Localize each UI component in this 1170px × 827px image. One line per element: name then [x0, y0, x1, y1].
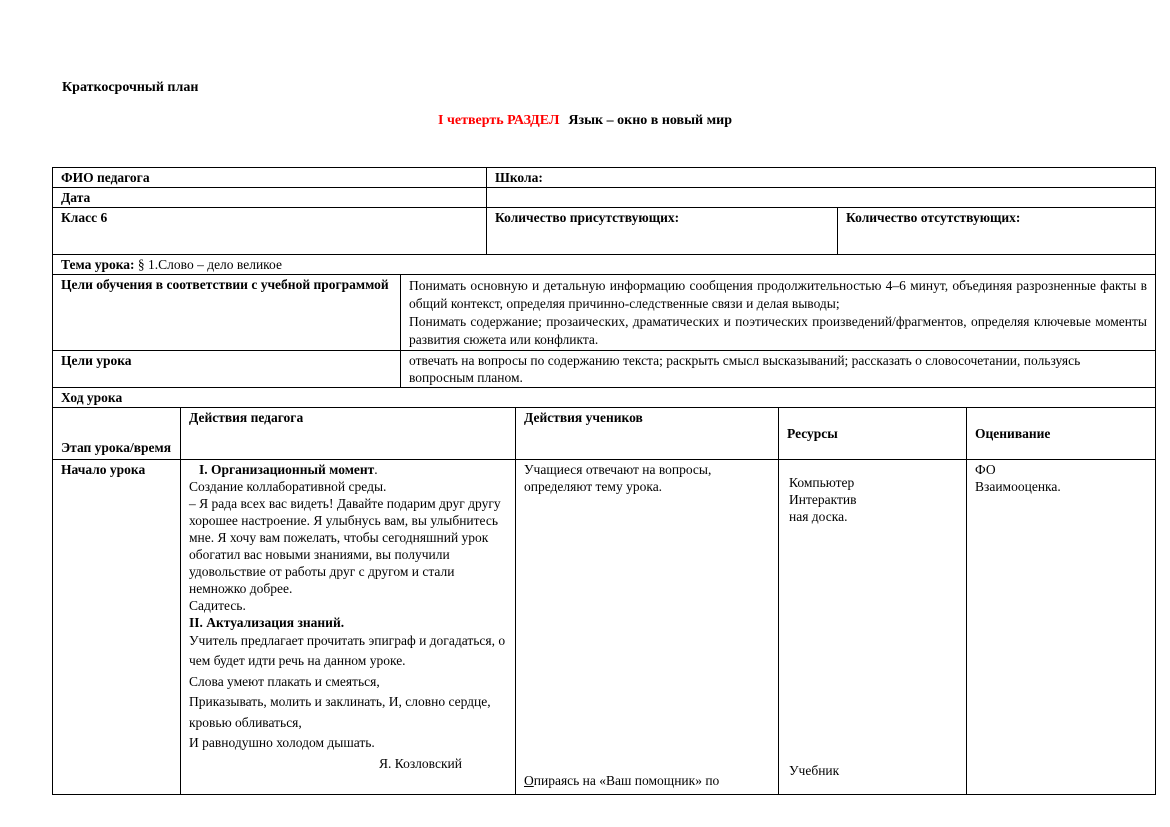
col-header-teacher-actions: Действия педагога: [181, 407, 516, 459]
assessment-cell: [967, 459, 1156, 794]
table-row: [53, 387, 1156, 407]
course-table: [52, 387, 1156, 408]
fio-label-cell: ФИО педагога: [53, 168, 487, 188]
topic-table: [52, 254, 1156, 275]
poem-line: И равнодушно холодом дышать.: [189, 735, 375, 751]
topic-label: Тема урока:: [61, 257, 135, 272]
resource-item: Интерактив: [789, 491, 857, 507]
present-count-cell: Количество присутствующих:: [487, 208, 838, 255]
document-title: [0, 113, 1170, 129]
col-header-stage: Этап урока/время: [53, 407, 181, 459]
col-header-assessment: Оценивание: [967, 407, 1156, 459]
teacher-actions-cell: [181, 459, 516, 794]
table-row: [53, 275, 1156, 351]
lesson-start-row: [53, 459, 1156, 794]
assessment-item: ФО: [975, 461, 996, 477]
resources-cell: [779, 459, 967, 794]
curriculum-objectives-label-cell: Цели обучения в соответствии с учебной программой: [53, 275, 401, 351]
poem-line: Приказывать, молить и заклинать, И, словно сердце, кровью обливаться,: [189, 694, 491, 730]
resource-item: Компьютер: [789, 474, 855, 490]
teacher-paragraph: Садитесь.: [189, 597, 246, 613]
objectives-paragraph-2: Понимать содержание; прозаических, драматических и поэтических произведений/фрагментов, определяя ключевые моменты развития сюжета или конфликта.: [409, 314, 1147, 348]
date-label-cell: Дата: [53, 188, 487, 208]
date-value-cell: [487, 188, 1156, 208]
class-label-cell: Класс 6: [53, 208, 487, 255]
topic-cell: [53, 255, 1156, 275]
subject-title: Язык – окно в новый мир: [568, 113, 732, 128]
poem-line: Слова умеют плакать и смеяться,: [189, 673, 380, 689]
stage-cell: Начало урока: [53, 459, 181, 794]
student-paragraph: Опираясь на «Ваш помощник» по: [524, 772, 720, 788]
table-row: [53, 208, 1156, 255]
lesson-goals-label-cell: Цели урока: [53, 350, 401, 387]
col-header-student-actions: Действия учеников: [516, 407, 779, 459]
lesson-body-table: [52, 407, 1156, 795]
lesson-goals-text-cell: отвечать на вопросы по содержанию текста; раскрыть смысл высказываний; рассказать о словосочетании, пользуясь вопросным планом.: [401, 350, 1156, 387]
teacher-paragraph: Учитель предлагает прочитать эпиграф и догадаться, о чем будет идти речь на данном уроке.: [189, 632, 506, 669]
class-table: [52, 207, 1156, 255]
student-paragraph: Учащиеся отвечают на вопросы, определяют тему урока.: [524, 461, 712, 494]
school-label-cell: Школа:: [487, 168, 1156, 188]
resource-item: Учебник: [789, 762, 840, 778]
info-table: [52, 167, 1156, 208]
poem-author: Я. Козловский: [379, 755, 462, 771]
curriculum-objectives-text-cell: [401, 275, 1156, 351]
table-row: [53, 350, 1156, 387]
quarter-section-label: I четверть РАЗДЕЛ: [438, 113, 560, 128]
table-row: [53, 188, 1156, 208]
student-actions-cell: [516, 459, 779, 794]
absent-count-cell: Количество отсутствующих:: [838, 208, 1156, 255]
assessment-item: Взаимооценка.: [975, 478, 1061, 494]
objectives-paragraph-1: Понимать основную и детальную информацию сообщения продолжительностью 4–6 минут, объединяя разрозненные факты в общий контекст, определяя причинно-следственные связи и делая выводы;: [409, 278, 1147, 311]
topic-value: § 1.Слово – дело великое: [134, 257, 282, 272]
table-row: [53, 255, 1156, 275]
plan-label: Краткосрочный план: [62, 80, 199, 95]
teacher-paragraph: – Я рада всех вас видеть! Давайте подарим друг другу хорошее настроение. Я улыбнусь вам, вы улыбнитесь мне. Я хочу вам пожелать, чтобы сегодняшний урок обогатил вас новыми знаниями, вы получили удовольствие от работы друг с другом и стали немножко добрее.: [189, 495, 501, 596]
actualization-heading: II. Актуализация знаний.: [189, 614, 345, 630]
col-header-resources: Ресурсы: [779, 407, 967, 459]
teacher-paragraph: Создание коллаборативной среды.: [189, 478, 387, 494]
course-label-cell: Ход урока: [53, 387, 1156, 407]
lesson-plan-table: [52, 167, 1155, 795]
org-moment-heading: I. Организационный момент.: [199, 461, 378, 477]
resource-item: ная доска.: [789, 508, 848, 524]
header-row: [53, 407, 1156, 459]
table-row: [53, 168, 1156, 188]
objectives-table: [52, 274, 1156, 388]
